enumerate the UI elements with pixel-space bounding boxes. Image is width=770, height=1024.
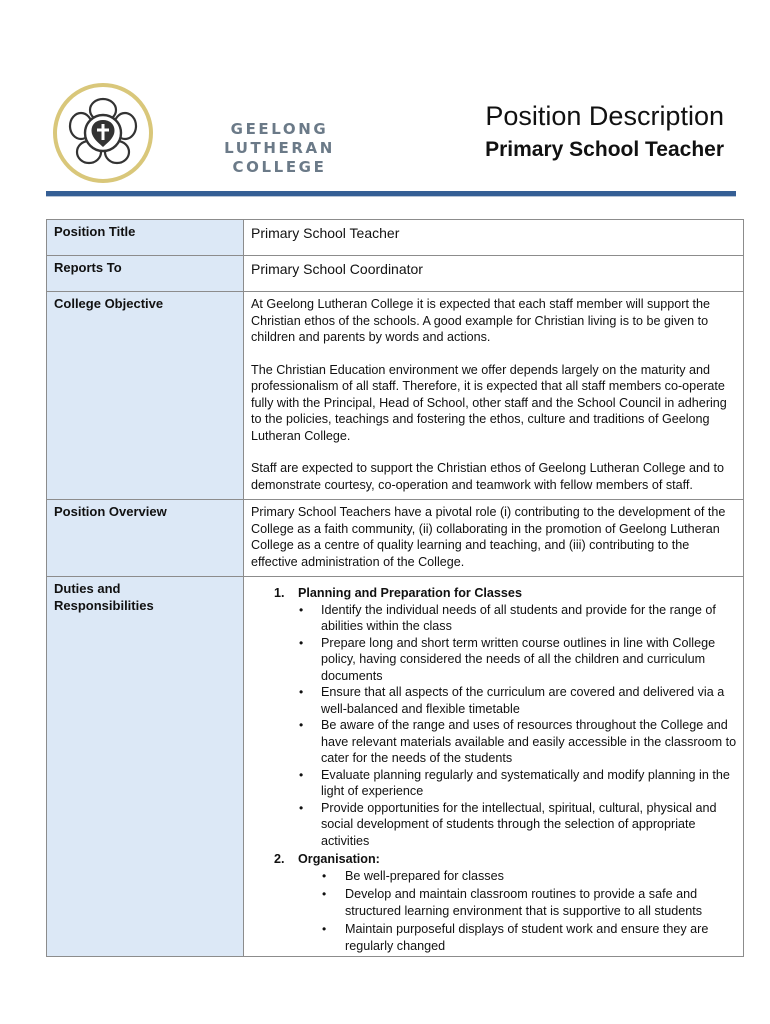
section-number: 1. (274, 586, 285, 600)
reports-to-value: Primary School Coordinator (244, 256, 744, 292)
bullet-icon: • (322, 922, 327, 936)
list-item (251, 800, 737, 850)
school-name (172, 120, 387, 177)
table-row (47, 220, 744, 256)
bullet-icon: • (299, 800, 304, 815)
objective-paragraph: At Geelong Lutheran College it is expected that each staff member will support the Christian ethos of the schools. A good example for Christian living is to be given to children and parents by words and actions. (251, 297, 711, 344)
school-name-line2: COLLEGE (232, 158, 327, 176)
bullet-list (251, 602, 737, 850)
objective-paragraph: The Christian Education environment we offer depends largely on the maturity and professionalism of all staff. Therefore, it is expected that all staff members co-operate fully with the Principal, Head of School, other staff and the School Council in adhering to the policies, teachings and fostering the ethos, culture and traditions of Geelong Lutheran College. (251, 362, 727, 443)
college-logo (52, 82, 154, 184)
duties-label-line2: Responsibilities (54, 597, 154, 613)
table-row (47, 500, 744, 577)
objective-paragraph: Staff are expected to support the Christian ethos of Geelong Lutheran College and to demonstrate courtesy, co-operation and teamwork with fellow members of staff. (251, 461, 725, 492)
list-item (251, 921, 737, 954)
bullet-icon: • (299, 602, 304, 617)
list-item (251, 767, 737, 800)
document-title: Position Description (485, 101, 724, 131)
college-objective-value (244, 292, 744, 500)
list-item-text: Identify the individual needs of all students and provide for the range of abilities within the class (321, 602, 716, 633)
list-item (251, 635, 737, 685)
bullet-icon: • (299, 635, 304, 650)
duties-label (47, 577, 244, 957)
duties-section-heading (251, 851, 737, 868)
list-item (251, 886, 737, 919)
school-name-line1: GEELONG LUTHERAN (224, 120, 335, 157)
document-title-block (485, 99, 724, 165)
table-row (47, 256, 744, 292)
reports-to-label: Reports To (47, 256, 244, 292)
bullet-icon: • (322, 868, 327, 883)
bullet-icon: • (299, 718, 304, 732)
section-title: Organisation: (298, 852, 380, 866)
list-item-text: Evaluate planning regularly and systematically and modify planning in the light of experience (321, 767, 730, 798)
list-item-text: Maintain purposeful displays of student work and ensure they are regularly changed (345, 922, 709, 953)
list-item-text: Ensure that all aspects of the curriculum are covered and delivered via a well-balanced and flexible timetable (321, 685, 725, 716)
bullet-icon: • (299, 767, 304, 782)
list-item (251, 868, 737, 885)
list-item-text: Prepare long and short term written course outlines in line with College policy, having considered the needs of all the children and curriculum documents (321, 635, 716, 683)
duties-label-line1: Duties and (54, 581, 121, 596)
position-overview-label: Position Overview (47, 500, 244, 577)
duties-section-heading (251, 585, 737, 602)
list-item-text: Be well-prepared for classes (345, 868, 504, 883)
list-item-text: Provide opportunities for the intellectual, spiritual, cultural, physical and social development of students through the selection of appropriate activities (321, 800, 717, 848)
college-objective-label: College Objective (47, 292, 244, 500)
list-item (251, 717, 737, 767)
duties-list (251, 581, 737, 954)
overview-paragraph: Primary School Teachers have a pivotal role (i) contributing to the development of the College as a faith community, (ii) collaborating in the promotion of Geelong Lutheran College as a centre of quality learning and teaching, and (iii) contributing to the effective administration of the College. (251, 505, 726, 569)
position-overview-value (244, 500, 744, 577)
header-divider (46, 191, 736, 197)
list-item-text: Be aware of the range and uses of resources throughout the College and have relevant materials available and easily accessible in the classroom to cater for the needs of the students (321, 718, 737, 765)
list-item (251, 684, 737, 717)
bullet-icon: • (322, 887, 327, 901)
position-table (46, 219, 744, 957)
section-number: 2. (274, 852, 285, 866)
bullet-list (251, 868, 737, 955)
luther-rose-icon (52, 82, 154, 184)
position-title-label: Position Title (47, 220, 244, 256)
bullet-icon: • (299, 685, 304, 699)
duties-value (244, 577, 744, 957)
table-row (47, 577, 744, 957)
document-subtitle: Primary School Teacher (485, 138, 724, 161)
list-item (251, 602, 737, 635)
list-item-text: Develop and maintain classroom routines to provide a safe and structured learning environment that is supportive to all students (345, 887, 703, 918)
position-title-value: Primary School Teacher (244, 220, 744, 256)
section-title: Planning and Preparation for Classes (298, 586, 522, 600)
table-row (47, 292, 744, 500)
